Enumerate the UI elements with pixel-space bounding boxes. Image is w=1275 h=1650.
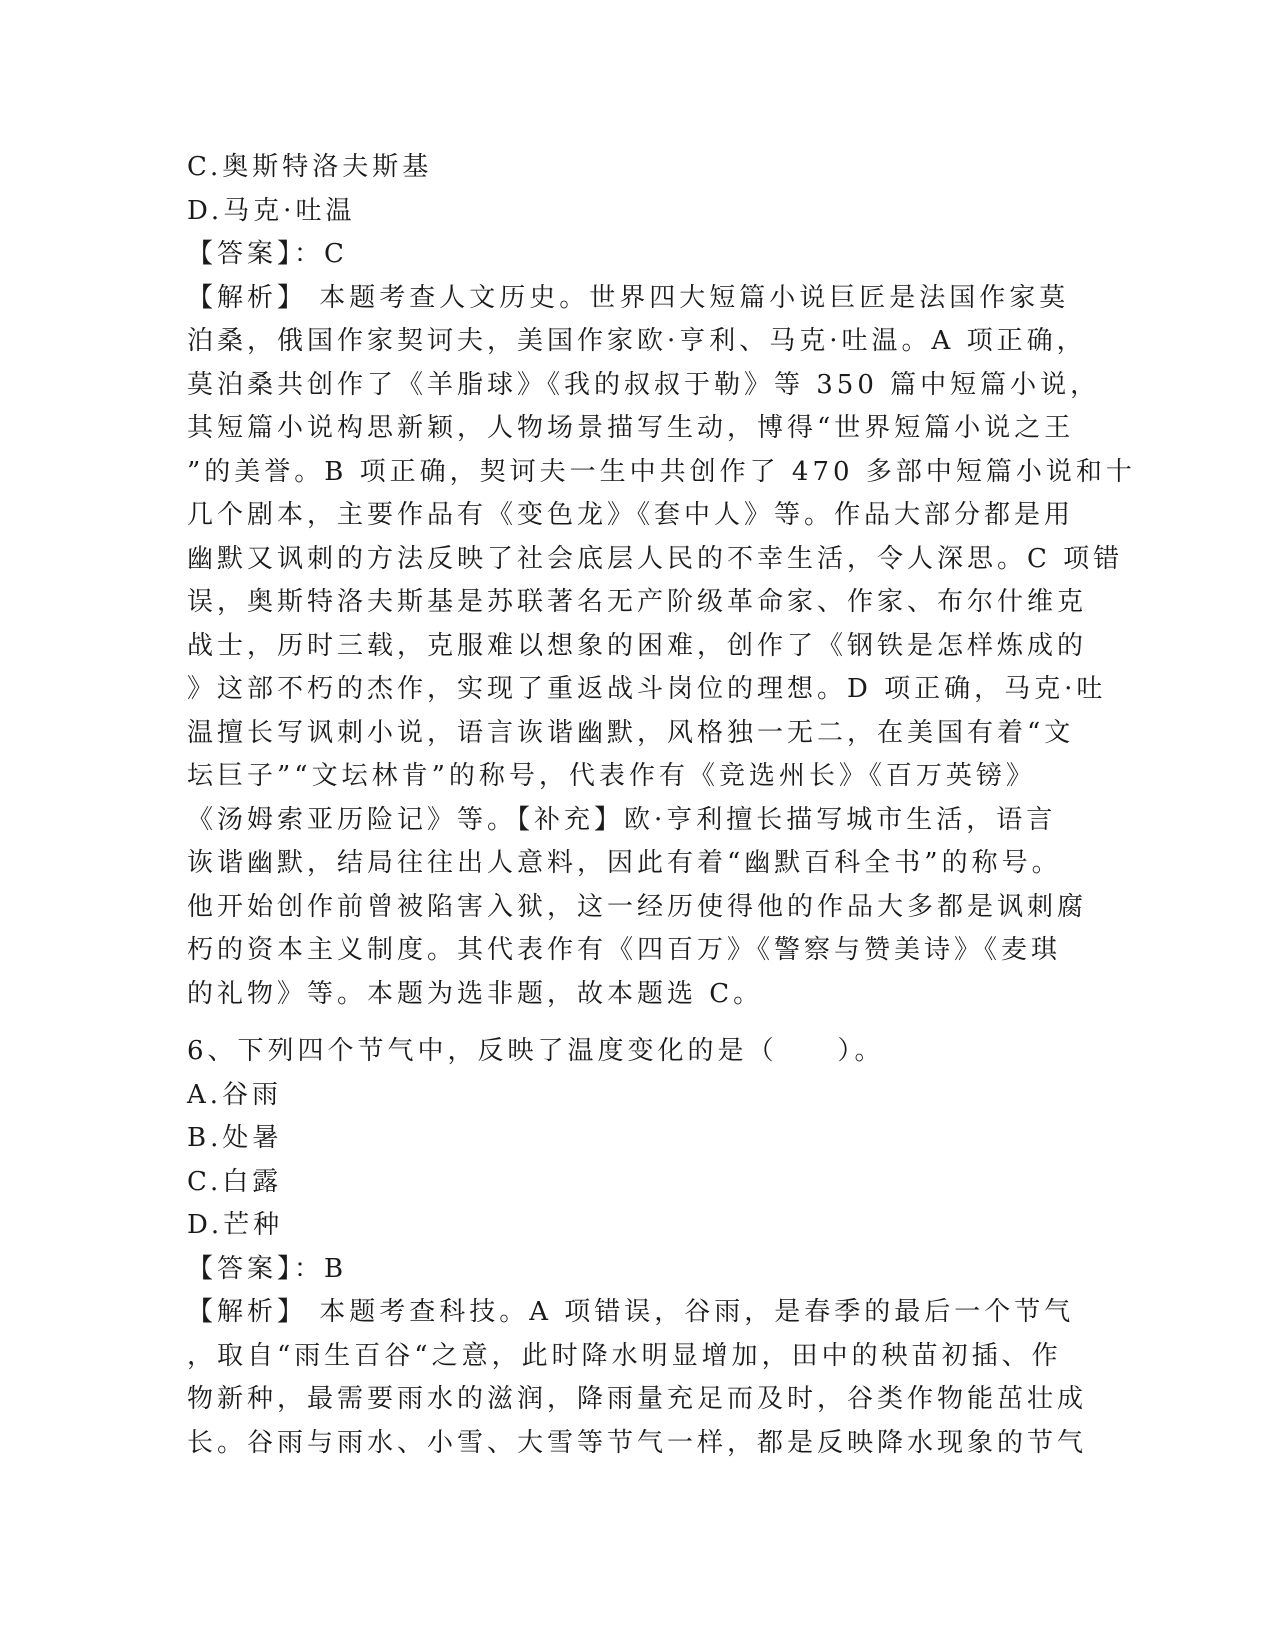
q5-option-c: C.奥斯特洛夫斯基 xyxy=(187,152,433,182)
q5-analysis-line: 【解析】 本题考查人文历史。世界四大短篇小说巨匠是法国作家莫 xyxy=(187,282,1070,313)
q5-analysis-line: 误，奥斯特洛夫斯基是苏联著名无产阶级革命家、作家、布尔什维克 xyxy=(187,587,1088,617)
q5-analysis-line: 朽的资本主义制度。其代表作有《四百万》《警察与赞美诗》《麦琪 xyxy=(187,935,1062,965)
q6-answer: 【答案】：B xyxy=(187,1253,348,1284)
q6-option-a: A.谷雨 xyxy=(187,1079,283,1110)
q5-analysis-line: 》这部不朽的杰作，实现了重返战斗岗位的理想。D 项正确，马克·吐 xyxy=(187,674,1107,704)
q6-analysis-line: ，取自“雨生百谷“之意，此时降水明显增加，田中的秧苗初插、作 xyxy=(187,1340,1062,1371)
q5-analysis-line: ”的美誉。B 项正确，契诃夫一生中共创作了 470 多部中短篇小说和十 xyxy=(187,456,1136,487)
q6-analysis-line: 长。谷雨与雨水、小雪、大雪等节气一样，都是反映降水现象的节气 xyxy=(187,1427,1088,1458)
q5-analysis-line: 泊桑，俄国作家契诃夫，美国作家欧·亨利、马克·吐温。A 项正确， xyxy=(187,326,1087,356)
q5-analysis-line: 幽默又讽刺的方法反映了社会底层人民的不幸生活，令人深思。C 项错 xyxy=(187,543,1124,574)
q5-analysis-line: 几个剧本，主要作品有《变色龙》《套中人》等。作品大部分都是用 xyxy=(187,500,1075,530)
q5-analysis-line: 坛巨子”“文坛林肯”的称号，代表作有《竞选州长》《百万英镑》 xyxy=(187,761,1036,791)
q6-question: 6、下列四个节气中，反映了温度变化的是（ ）。 xyxy=(187,1036,885,1066)
q5-option-d: D.马克·吐温 xyxy=(187,195,356,226)
document-page xyxy=(187,146,1136,1465)
q5-analysis-line: 温擅长写讽刺小说，语言诙谐幽默，风格独一无二，在美国有着“文 xyxy=(187,717,1075,748)
q6-option-d: D.芒种 xyxy=(187,1210,284,1240)
q5-analysis-line: 他开始创作前曾被陷害入狱，这一经历使得他的作品大多都是讽刺腐 xyxy=(187,891,1088,922)
q6-analysis-line: 物新种，最需要雨水的滋润，降雨量充足而及时，谷类作物能茁壮成 xyxy=(187,1384,1088,1414)
question-spacer xyxy=(187,1016,1087,1030)
q5-answer: 【答案】：C xyxy=(187,239,348,269)
q6-option-b: B.处暑 xyxy=(187,1123,283,1153)
q5-analysis-line: 的礼物》等。本题为选非题，故本题选 C。 xyxy=(187,978,764,1009)
q5-analysis-line: 战士，历时三载，克服难以想象的困难，创作了《钢铁是怎样炼成的 xyxy=(187,630,1088,661)
q6-option-c: C.白露 xyxy=(187,1166,283,1197)
q5-analysis-line: 莫泊桑共创作了《羊脂球》《我的叔叔于勒》等 350 篇中短篇小说， xyxy=(187,369,1101,400)
q5-analysis-line: 其短篇小说构思新颖，人物场景描写生动，博得“世界短篇小说之王 xyxy=(187,413,1075,443)
q5-analysis-line: 诙谐幽默，结局往往出人意料，因此有着“幽默百科全书”的称号。 xyxy=(187,848,1062,878)
q5-analysis-line: 《汤姆索亚历险记》等。【补充】欧·亨利擅长描写城市生活，语言 xyxy=(187,804,1057,835)
q6-analysis-line: 【解析】 本题考查科技。A 项错误，谷雨，是春季的最后一个节气 xyxy=(187,1297,1075,1327)
